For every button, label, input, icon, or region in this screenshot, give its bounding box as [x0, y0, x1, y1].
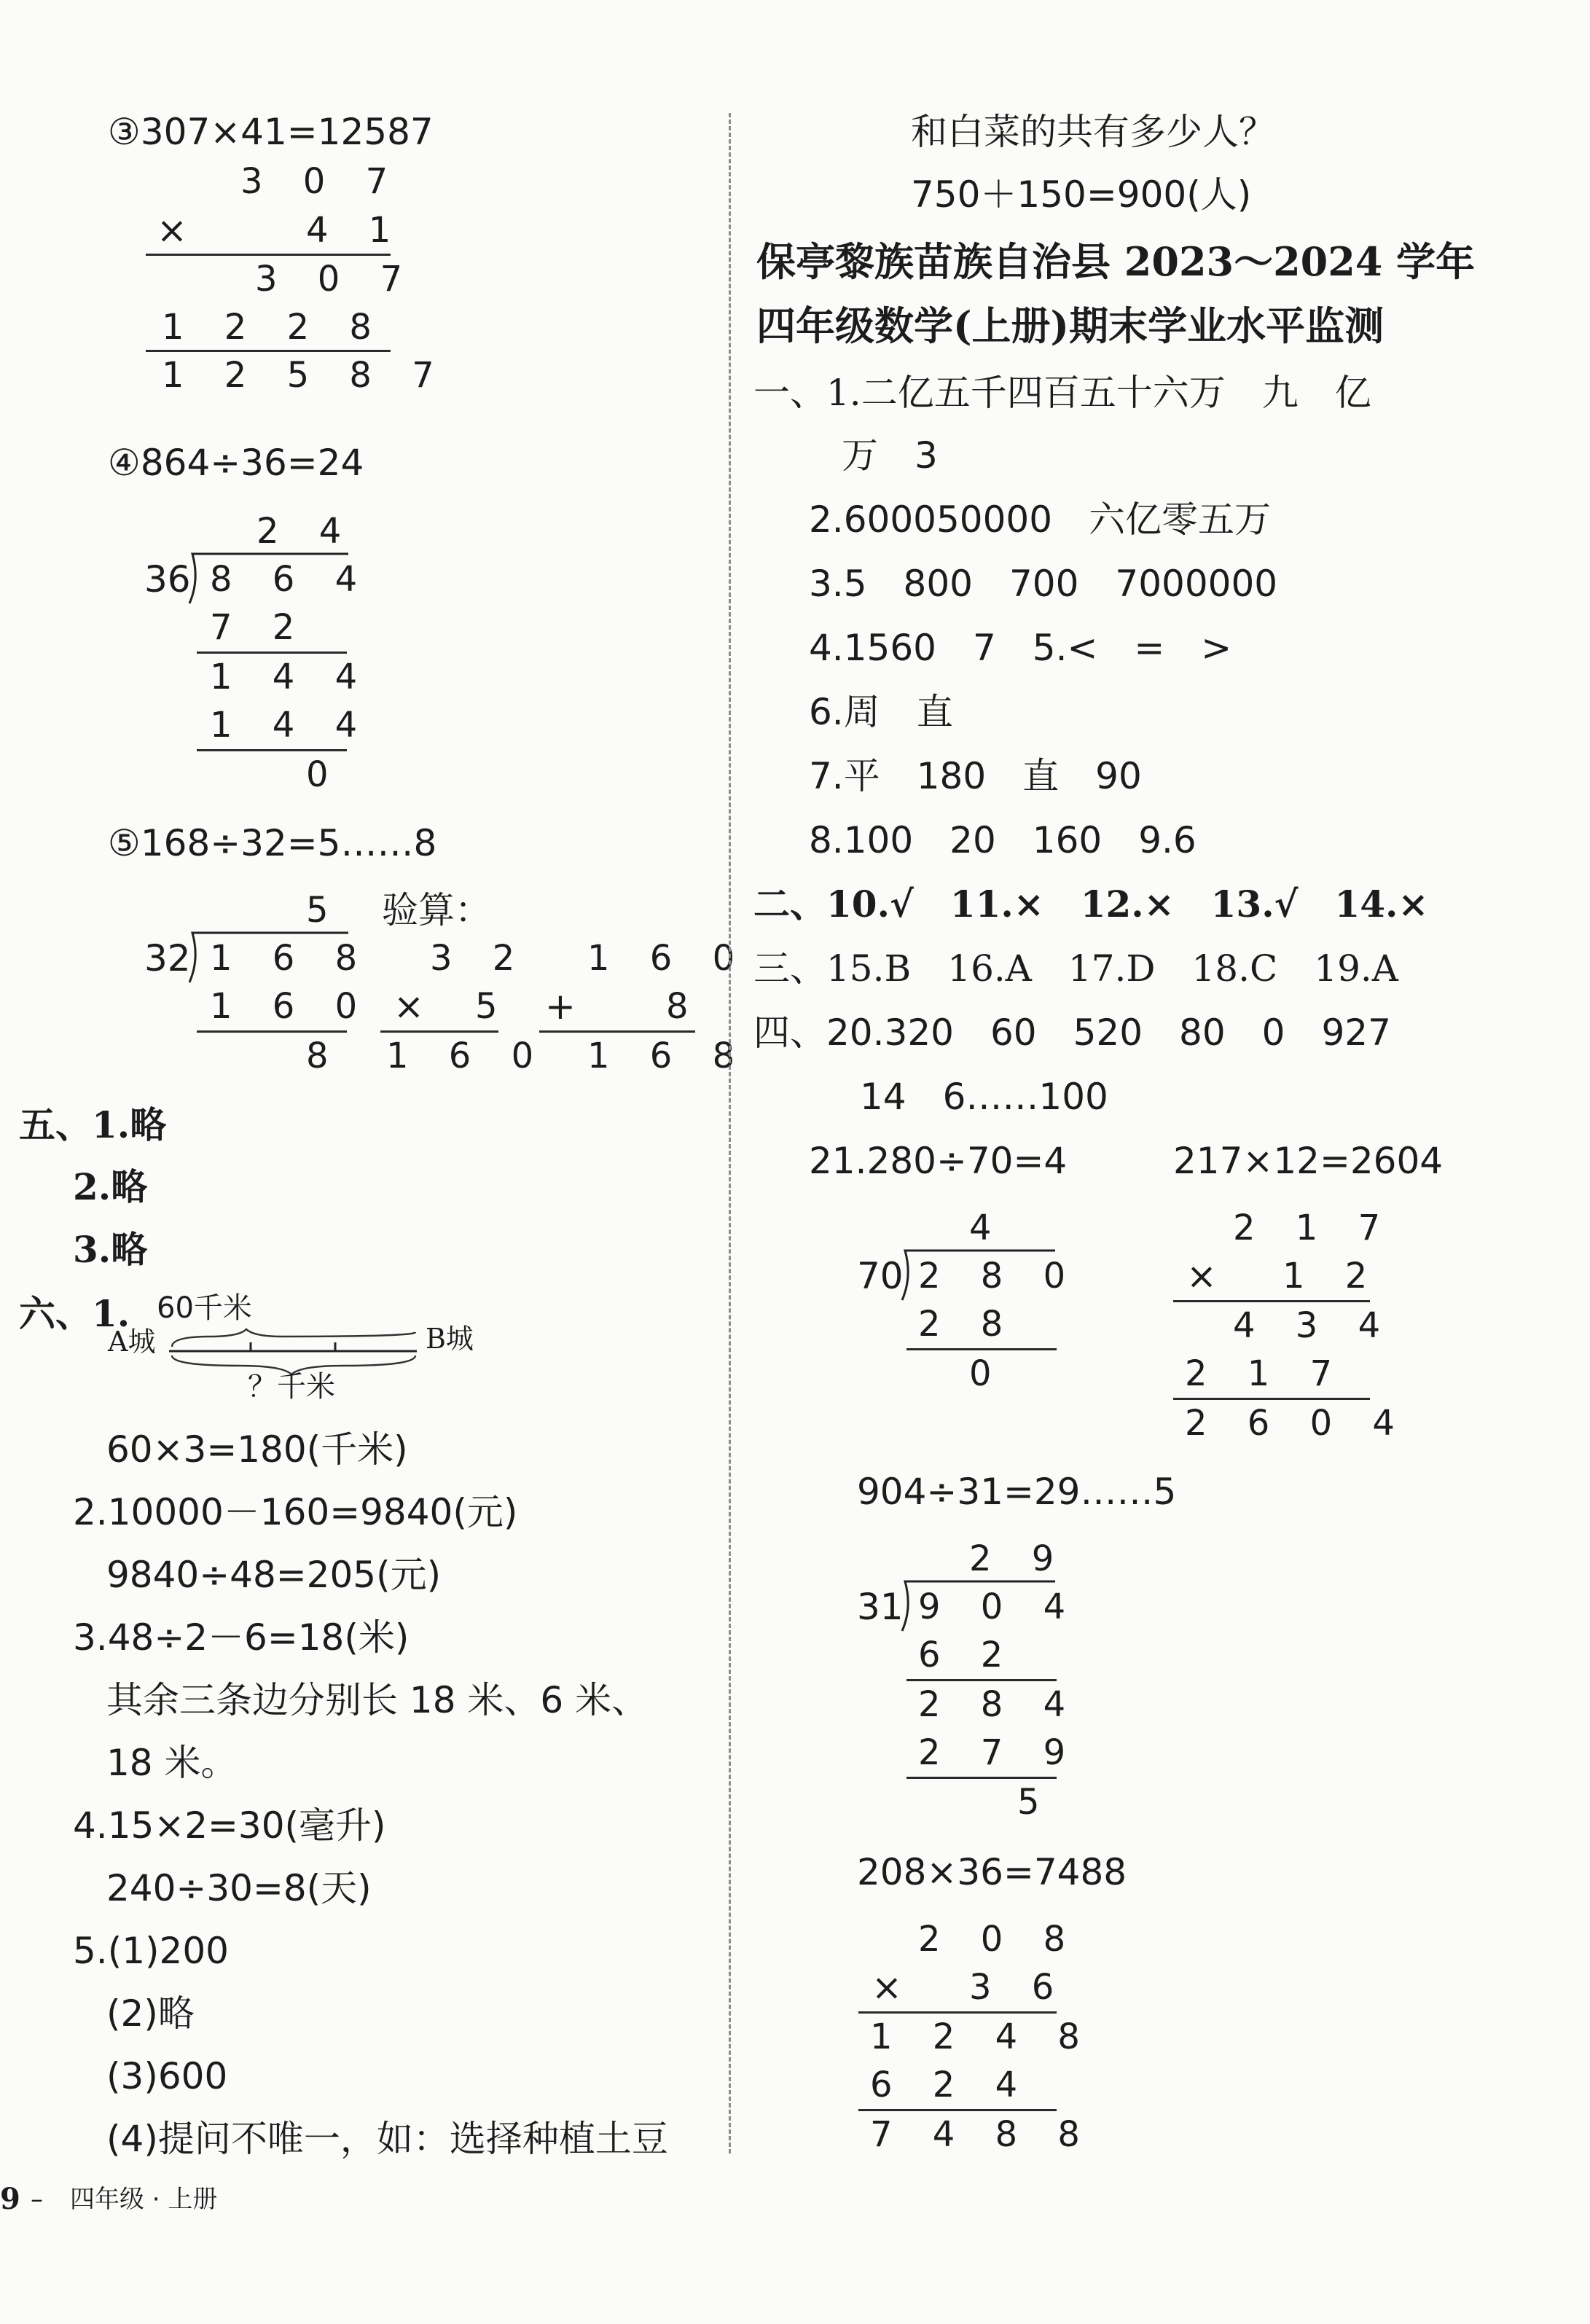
check-add-op: + — [545, 985, 576, 1028]
check-add-result: 1 6 8 — [587, 1036, 750, 1076]
calc5-check-label: 验算： — [382, 889, 491, 931]
calc22-step2: 2 8 4 — [918, 1684, 1081, 1725]
calc5-divisor: 32 — [144, 937, 191, 979]
calc21b-line2 — [1173, 1398, 1370, 1400]
s6-5-line3: (3)600 — [106, 2055, 228, 2097]
calc3-operand-a: 3 0 7 — [240, 161, 403, 202]
calc4-step1: 7 2 — [210, 607, 310, 648]
q6: 6.周 直 — [809, 691, 953, 733]
footer-label: 四年级 · 上册 — [70, 2185, 218, 2214]
calc21b-a: 2 1 7 — [1233, 1208, 1395, 1248]
calc21b-b: 1 2 — [1282, 1256, 1382, 1296]
calc21b-p1: 4 3 4 — [1233, 1305, 1395, 1346]
q4-q5: 4.1560 7 5.< = > — [809, 627, 1232, 669]
q1-line1: 一、1.二亿五千四百五十六万 九 亿 — [753, 372, 1371, 414]
calc5-step1: 1 6 0 — [210, 986, 372, 1027]
s6-5-line4: (4)提问不唯一，如：选择种植土豆 — [106, 2118, 668, 2160]
check-mult-result: 1 6 0 — [386, 1036, 549, 1076]
s6-2-line1: 2.10000－160=9840(元) — [73, 1491, 518, 1533]
calc5-remainder: 8 — [306, 1036, 343, 1076]
calc3-line1 — [146, 254, 391, 256]
calc22-step1: 6 2 — [918, 1635, 1018, 1675]
calc21a-step1: 2 8 — [918, 1304, 1018, 1345]
calc23-op: × — [872, 1966, 902, 2008]
calc21a-quotient: 4 — [969, 1208, 1006, 1248]
q20-line2: 14 6……100 — [860, 1076, 1108, 1118]
calc21b-result: 2 6 0 4 — [1185, 1403, 1409, 1444]
problem-5-equation: ⑤168÷32=5……8 — [108, 822, 437, 864]
s6-5-line2: (2)略 — [106, 1992, 195, 2035]
calc3-result: 1 2 5 8 7 — [162, 355, 449, 396]
page-number: 9 — [0, 2182, 20, 2216]
calc5-line1 — [197, 1030, 347, 1033]
q20-line1: 四、20.320 60 520 80 0 927 — [753, 1012, 1391, 1054]
calc4-line2 — [197, 749, 347, 751]
calc21a-line1 — [906, 1348, 1057, 1350]
q3: 3.5 800 700 7000000 — [809, 563, 1278, 605]
calc22-quotient: 2 9 — [969, 1538, 1069, 1579]
calc22-dividend: 9 0 4 — [918, 1586, 1081, 1627]
s6-4-line2: 240÷30=8(天) — [106, 1867, 372, 1909]
calc4-dividend: 8 6 4 — [210, 559, 372, 600]
calc4-quotient: 2 4 — [256, 511, 356, 552]
s6-3-line2: 其余三条边分别长 18 米、6 米、 — [106, 1679, 649, 1721]
check-mult-b: 5 — [475, 986, 512, 1027]
column-divider — [729, 113, 731, 2153]
section-5-item-2: 2.略 — [73, 1165, 148, 1208]
calc21b-op: × — [1186, 1255, 1217, 1297]
calc23-p1: 1 2 4 8 — [870, 2016, 1094, 2057]
r-top-line1: 和白菜的共有多少人？ — [911, 111, 1275, 153]
s6-1-calc: 60×3=180(千米) — [106, 1428, 408, 1471]
diagram-bottom-label: ？千米 — [248, 1370, 335, 1404]
calc23-line1 — [858, 2011, 1057, 2014]
check-add-b: 8 — [666, 986, 703, 1027]
section-6-item-1: 六、1. — [19, 1292, 130, 1335]
calc5-quotient: 5 — [306, 890, 343, 931]
exam-title-line2: 四年级数学(上册)期末学业水平监测 — [756, 302, 1385, 349]
calc5-dividend: 1 6 8 — [210, 938, 372, 979]
check-mult-op: × — [393, 985, 424, 1028]
q10-q14: 二、10.√ 11.× 12.× 13.√ 14.× — [753, 883, 1429, 926]
s6-3-line1: 3.48÷2－6=18(米) — [73, 1616, 410, 1659]
calc21a-remainder: 0 — [969, 1353, 1006, 1394]
calc23-b: 3 6 — [969, 1967, 1069, 2008]
exam-title-line1: 保亭黎族苗族自治县 2023～2024 学年 — [756, 238, 1476, 285]
s6-5-line1: 5.(1)200 — [73, 1930, 229, 1972]
check-mult-line — [380, 1030, 498, 1033]
q8-q9: 8.100 20 160 9.6 — [809, 819, 1197, 861]
calc21a-dividend: 2 8 0 — [918, 1256, 1081, 1296]
calc22-line1 — [906, 1679, 1057, 1681]
calc23-result: 7 4 8 8 — [870, 2114, 1094, 2155]
calc21b-p2: 2 1 7 — [1185, 1353, 1347, 1394]
s6-4-line1: 4.15×2=30(毫升) — [73, 1804, 386, 1847]
problem-4-equation: ④864÷36=24 — [108, 442, 364, 484]
s6-2-line2: 9840÷48=205(元) — [106, 1554, 442, 1596]
calc22-step3: 2 7 9 — [918, 1732, 1081, 1773]
calc23-a: 2 0 8 — [918, 1919, 1081, 1960]
section-5-item-1: 五、1.略 — [19, 1103, 167, 1146]
calc21b-line1 — [1173, 1300, 1370, 1302]
calc4-step2: 1 4 4 — [210, 657, 372, 697]
diagram-city-b: B城 — [426, 1323, 474, 1355]
q22-eq: 904÷31=29……5 — [857, 1471, 1177, 1513]
calc23-p2: 6 2 4 — [870, 2065, 1033, 2105]
section-5-item-3: 3.略 — [73, 1228, 148, 1271]
calc3-operator: × — [157, 209, 187, 251]
calc21a-divisor: 70 — [857, 1255, 904, 1297]
problem-3-equation: ③307×41=12587 — [108, 111, 434, 153]
r-top-line2: 750＋150=900(人) — [911, 173, 1252, 216]
q2: 2.600050000 六亿零五万 — [809, 498, 1272, 541]
calc3-partial2: 1 2 2 8 — [162, 307, 386, 348]
q21-mult-eq: 217×12=2604 — [1173, 1140, 1444, 1182]
calc3-partial1: 3 0 7 — [255, 259, 418, 300]
calc3-line2 — [146, 350, 391, 352]
check-mult-a: 3 2 — [430, 938, 530, 979]
q15-q19: 三、15.B 16.A 17.D 18.C 19.A — [753, 947, 1398, 990]
q1-line2: 万 3 — [842, 434, 938, 477]
check-add-line — [539, 1030, 695, 1033]
footer-separator: – — [31, 2185, 43, 2214]
q21-div-eq: 21.280÷70=4 — [809, 1140, 1068, 1182]
calc4-line1 — [197, 652, 347, 654]
calc4-step3: 1 4 4 — [210, 705, 372, 746]
q7: 7.平 180 直 90 — [809, 755, 1142, 797]
calc4-remainder: 0 — [306, 754, 343, 795]
calc22-remainder: 5 — [1017, 1782, 1054, 1823]
diagram-city-a: A城 — [108, 1326, 156, 1358]
calc23-line2 — [858, 2109, 1057, 2111]
calc22-line2 — [906, 1777, 1057, 1779]
s6-3-line3: 18 米。 — [106, 1742, 238, 1784]
calc22-divisor: 31 — [857, 1586, 904, 1628]
calc4-divisor: 36 — [144, 558, 191, 600]
check-add-a: 1 6 0 — [587, 938, 750, 979]
calc3-operand-b: 4 1 — [306, 210, 406, 251]
diagram-top-label: 60千米 — [157, 1291, 252, 1325]
q23-eq: 208×36=7488 — [857, 1851, 1127, 1893]
